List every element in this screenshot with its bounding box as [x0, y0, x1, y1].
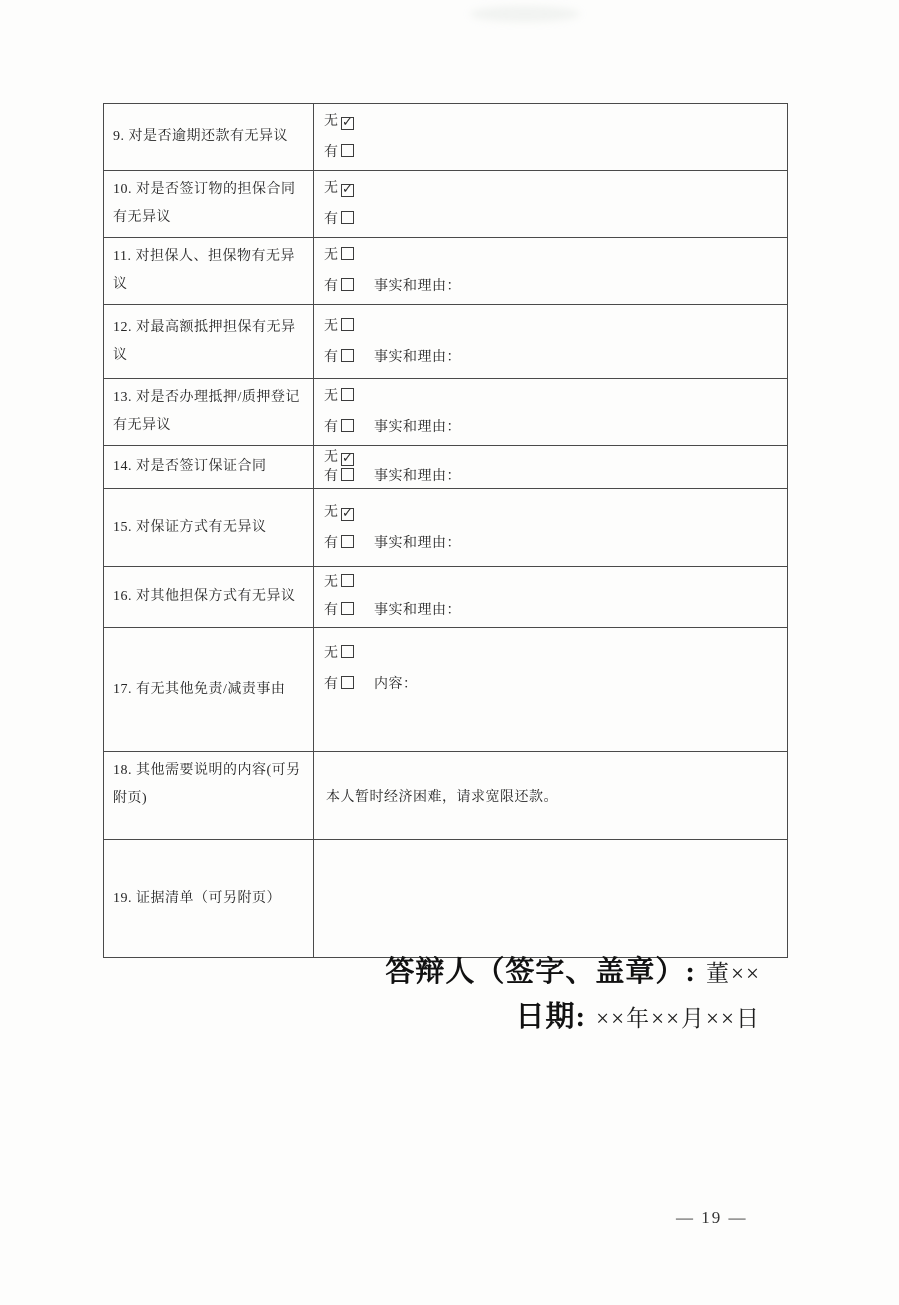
checkbox-has-icon	[341, 349, 354, 362]
option-none-label: 无	[324, 181, 339, 196]
option-suffix: 事实和理由：	[374, 469, 461, 484]
question-label: 18. 其他需要说明的内容(可另附页)	[104, 752, 314, 840]
option-has-label: 有	[324, 145, 339, 160]
answer-cell	[314, 628, 788, 752]
answer-cell	[314, 567, 788, 628]
option-has	[324, 342, 781, 373]
table-row	[104, 567, 788, 628]
option-none-label: 无	[324, 646, 339, 661]
date-label: 日期:	[515, 1001, 587, 1033]
option-has	[324, 669, 781, 700]
answer-text: 本人暂时经济困难，请求宽限还款。	[314, 752, 788, 840]
option-has-label: 有	[324, 469, 339, 484]
signer-label: 答辩人（签字、盖章）:	[385, 956, 697, 988]
checkbox-none-icon	[341, 388, 354, 401]
question-label: 13. 对是否办理抵押/质押登记有无异议	[104, 379, 314, 446]
checkbox-has-icon	[341, 602, 354, 615]
checkbox-none-icon: ✓	[342, 115, 353, 130]
option-none	[324, 448, 781, 467]
option-none	[324, 381, 781, 412]
option-has	[324, 204, 781, 235]
checkbox-none-icon	[341, 574, 354, 587]
answer-cell	[314, 238, 788, 305]
checkbox-has-icon	[341, 468, 354, 481]
date-line	[385, 995, 761, 1040]
option-has-label: 有	[324, 349, 339, 365]
question-label: 9. 对是否逾期还款有无异议	[104, 104, 314, 171]
question-label: 12. 对最高额抵押担保有无异议	[104, 305, 314, 379]
checkbox-has-icon	[341, 419, 354, 432]
question-label: 14. 对是否签订保证合同	[104, 446, 314, 489]
signature-block	[385, 950, 761, 1040]
question-label: 19. 证据清单（可另附页）	[104, 840, 314, 958]
date-value: ××年××月××日	[596, 1006, 761, 1031]
option-none	[324, 240, 781, 271]
table-row	[104, 489, 788, 567]
checkbox-none-icon: ✓	[342, 505, 353, 521]
option-none-label: 无	[324, 248, 339, 263]
option-has	[324, 528, 781, 559]
option-none-label: 无	[324, 575, 339, 590]
option-none	[324, 569, 781, 597]
option-has-label: 有	[324, 212, 339, 227]
table-row	[104, 104, 788, 171]
table-row	[104, 305, 788, 379]
option-has-label: 有	[324, 535, 339, 551]
checkbox-has-icon	[341, 676, 354, 689]
table-row	[104, 840, 788, 958]
table-row	[104, 238, 788, 305]
option-suffix: 事实和理由：	[374, 279, 461, 294]
checkbox-none-icon: ✓	[342, 182, 353, 197]
checkbox-has-icon	[341, 211, 354, 224]
answer-text	[314, 840, 788, 958]
option-suffix: 事实和理由：	[374, 420, 461, 435]
option-suffix: 事实和理由：	[374, 535, 461, 551]
option-none-label: 无	[324, 114, 339, 129]
option-none	[324, 106, 781, 137]
option-none	[324, 311, 781, 342]
option-has-label: 有	[324, 420, 339, 435]
question-label: 11. 对担保人、担保物有无异议	[104, 238, 314, 305]
page-number: — 19 —	[676, 1208, 748, 1227]
checkbox-none-icon: ✓	[342, 451, 353, 466]
answer-cell	[314, 171, 788, 238]
question-label: 15. 对保证方式有无异议	[104, 489, 314, 567]
signer-line	[385, 950, 761, 995]
table-row	[104, 628, 788, 752]
option-none	[324, 497, 781, 528]
checkbox-none-icon	[341, 318, 354, 331]
answer-cell	[314, 104, 788, 171]
option-has	[324, 137, 781, 168]
checkbox-none-icon	[341, 645, 354, 658]
scan-smudge	[470, 6, 580, 22]
option-suffix: 内容：	[374, 677, 418, 692]
option-none-label: 无	[324, 450, 339, 465]
option-none	[324, 638, 781, 669]
answer-cell	[314, 489, 788, 567]
answer-cell	[314, 446, 788, 489]
option-has	[324, 271, 781, 302]
option-has-label: 有	[324, 677, 339, 692]
table-row	[104, 446, 788, 489]
question-label: 16. 对其他担保方式有无异议	[104, 567, 314, 628]
answer-cell	[314, 305, 788, 379]
option-suffix: 事实和理由：	[374, 349, 461, 365]
option-none-label: 无	[324, 389, 339, 404]
option-has-label: 有	[324, 279, 339, 294]
table-row	[104, 379, 788, 446]
checkbox-has-icon	[341, 535, 354, 548]
option-none	[324, 173, 781, 204]
defense-form-table	[103, 103, 788, 958]
table-row	[104, 171, 788, 238]
checkbox-none-icon	[341, 247, 354, 260]
signer-value: 董××	[706, 961, 761, 986]
question-label: 10. 对是否签订物的担保合同有无异议	[104, 171, 314, 238]
option-none-label: 无	[324, 318, 339, 334]
answer-cell	[314, 379, 788, 446]
option-has	[324, 412, 781, 443]
table-row	[104, 752, 788, 840]
checkbox-has-icon	[341, 278, 354, 291]
question-label: 17. 有无其他免责/减责事由	[104, 628, 314, 752]
option-has	[324, 467, 781, 486]
option-has	[324, 597, 781, 625]
option-suffix: 事实和理由：	[374, 603, 461, 618]
checkbox-has-icon	[341, 144, 354, 157]
option-none-label: 无	[324, 504, 339, 520]
option-has-label: 有	[324, 603, 339, 618]
